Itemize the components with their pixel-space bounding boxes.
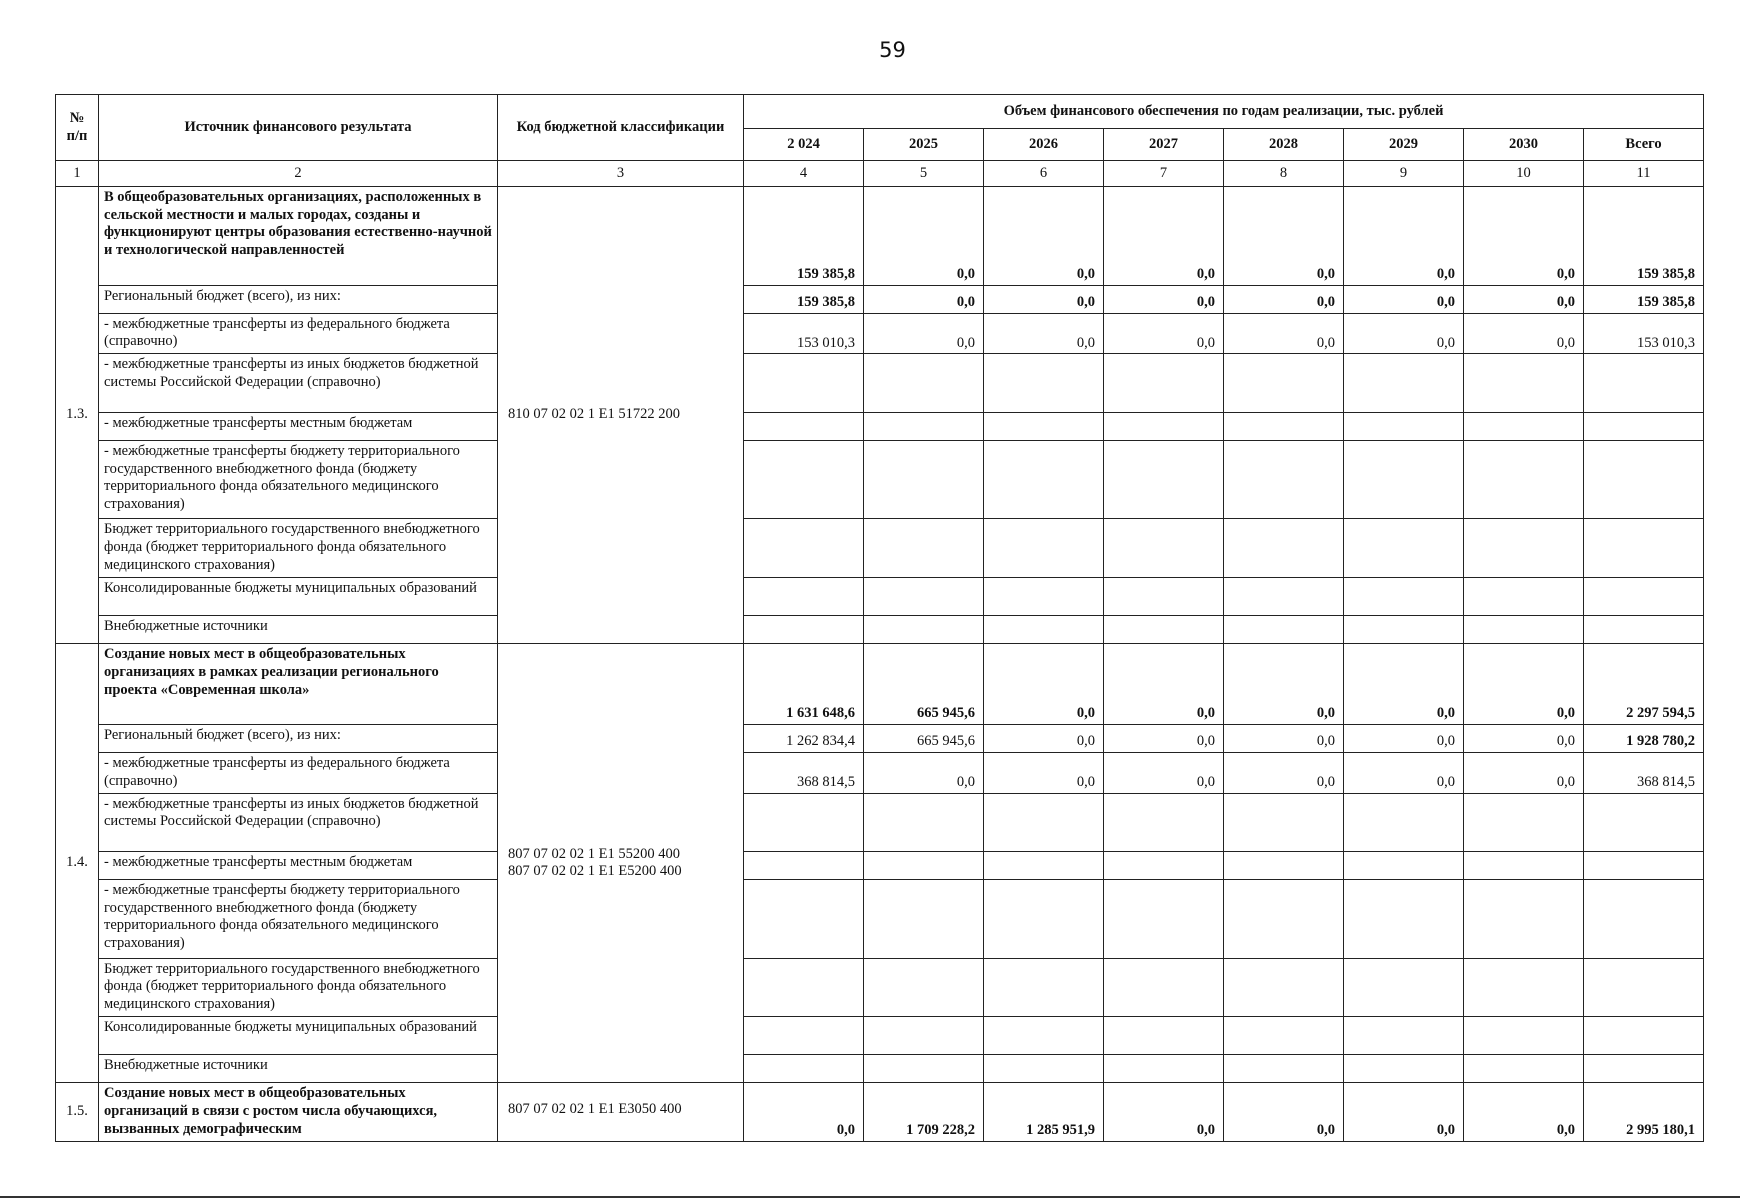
- section-index: 1.4.: [56, 644, 99, 1083]
- year-value-cell: 0,0: [1344, 724, 1464, 752]
- year-value-cell: 0,0: [1344, 187, 1464, 286]
- year-value-cell: 0,0: [1344, 285, 1464, 313]
- year-value-cell: [1224, 1055, 1344, 1083]
- year-value-cell: [1344, 577, 1464, 615]
- year-value-cell: [1344, 851, 1464, 879]
- year-value-cell: [1104, 851, 1224, 879]
- year-value-cell: [744, 958, 864, 1016]
- header-year: 2025: [864, 129, 984, 161]
- column-number: 2: [99, 161, 498, 187]
- year-value-cell: [1464, 793, 1584, 851]
- row-label: - межбюджетные трансферты из иных бюджетов бюджетной системы Российской Федерации (справочно): [99, 793, 498, 851]
- year-value-cell: [744, 793, 864, 851]
- year-value-cell: [744, 577, 864, 615]
- year-value-cell: [984, 1055, 1104, 1083]
- header-year: 2028: [1224, 129, 1344, 161]
- column-number: 4: [744, 161, 864, 187]
- table-row: [56, 412, 1704, 440]
- total-value-cell: [1584, 440, 1704, 518]
- year-value-cell: 0,0: [744, 1083, 864, 1142]
- year-value-cell: 0,0: [1464, 1083, 1584, 1142]
- year-value-cell: [864, 958, 984, 1016]
- year-value-cell: [864, 1055, 984, 1083]
- year-value-cell: [744, 440, 864, 518]
- budget-code: 807 07 02 02 1 E1 E3050 400: [498, 1083, 744, 1142]
- year-value-cell: 0,0: [1104, 285, 1224, 313]
- year-value-cell: [1344, 440, 1464, 518]
- year-value-cell: 0,0: [1224, 313, 1344, 354]
- year-value-cell: [1224, 958, 1344, 1016]
- year-value-cell: 1 285 951,9: [984, 1083, 1104, 1142]
- row-label: - межбюджетные трансферты из иных бюджетов бюджетной системы Российской Федерации (справочно): [99, 354, 498, 412]
- year-value-cell: [984, 519, 1104, 577]
- year-value-cell: 0,0: [984, 285, 1104, 313]
- header-year: 2026: [984, 129, 1104, 161]
- year-value-cell: 0,0: [1464, 644, 1584, 725]
- year-value-cell: 0,0: [1464, 724, 1584, 752]
- year-value-cell: 0,0: [1224, 1083, 1344, 1142]
- table-row: [56, 793, 1704, 851]
- row-label: Региональный бюджет (всего), из них:: [99, 724, 498, 752]
- budget-code: 807 07 02 02 1 E1 55200 400 807 07 02 02 1 E1 E5200 400: [498, 644, 744, 1083]
- year-value-cell: [744, 354, 864, 412]
- header-volume: Объем финансового обеспечения по годам реализации, тыс. рублей: [744, 95, 1704, 129]
- year-value-cell: [1344, 412, 1464, 440]
- year-value-cell: [1104, 577, 1224, 615]
- column-number: 10: [1464, 161, 1584, 187]
- total-value-cell: [1584, 616, 1704, 644]
- total-value-cell: [1584, 793, 1704, 851]
- budget-code: 810 07 02 02 1 E1 51722 200: [498, 187, 744, 644]
- year-value-cell: [1224, 1017, 1344, 1055]
- year-value-cell: [1344, 880, 1464, 958]
- year-value-cell: [984, 851, 1104, 879]
- column-number: 7: [1104, 161, 1224, 187]
- year-value-cell: 0,0: [1224, 187, 1344, 286]
- year-value-cell: [744, 880, 864, 958]
- table-row: [56, 577, 1704, 615]
- total-value-cell: 159 385,8: [1584, 285, 1704, 313]
- year-value-cell: 0,0: [1464, 752, 1584, 793]
- section-index: 1.5.: [56, 1083, 99, 1142]
- row-label: Региональный бюджет (всего), из них:: [99, 285, 498, 313]
- column-number: 5: [864, 161, 984, 187]
- section-index: 1.3.: [56, 187, 99, 644]
- year-value-cell: 1 709 228,2: [864, 1083, 984, 1142]
- table-row: [56, 880, 1704, 958]
- year-value-cell: 0,0: [864, 313, 984, 354]
- year-value-cell: [744, 1055, 864, 1083]
- table-row: [56, 1083, 1704, 1142]
- year-value-cell: [1104, 793, 1224, 851]
- column-number: 1: [56, 161, 99, 187]
- year-value-cell: [984, 616, 1104, 644]
- table-row: [56, 313, 1704, 354]
- row-label: Создание новых мест в общеобразовательных организациях в рамках реализации регионального проекта «Современная школа»: [99, 644, 498, 725]
- row-label: В общеобразовательных организациях, расположенных в сельской местности и малых городах, созданы и функционируют центры образования естественно-научной и технологической направленностей: [99, 187, 498, 286]
- year-value-cell: 0,0: [1464, 187, 1584, 286]
- year-value-cell: [744, 616, 864, 644]
- year-value-cell: 0,0: [1224, 644, 1344, 725]
- year-value-cell: [744, 851, 864, 879]
- table-row: [56, 958, 1704, 1016]
- year-value-cell: [984, 354, 1104, 412]
- year-value-cell: 0,0: [864, 752, 984, 793]
- year-value-cell: 153 010,3: [744, 313, 864, 354]
- total-value-cell: [1584, 851, 1704, 879]
- year-value-cell: [1104, 519, 1224, 577]
- year-value-cell: [744, 519, 864, 577]
- year-value-cell: [1104, 880, 1224, 958]
- year-value-cell: [1464, 958, 1584, 1016]
- year-value-cell: 0,0: [1104, 313, 1224, 354]
- year-value-cell: [744, 412, 864, 440]
- year-value-cell: [864, 793, 984, 851]
- table-row: [56, 354, 1704, 412]
- year-value-cell: 0,0: [984, 644, 1104, 725]
- table-row: [56, 519, 1704, 577]
- total-value-cell: 368 814,5: [1584, 752, 1704, 793]
- table-row: [56, 616, 1704, 644]
- year-value-cell: [1344, 793, 1464, 851]
- year-value-cell: 0,0: [1224, 724, 1344, 752]
- year-value-cell: [864, 1017, 984, 1055]
- year-value-cell: 0,0: [1224, 285, 1344, 313]
- row-label: Внебюджетные источники: [99, 616, 498, 644]
- header-source: Источник финансового результата: [99, 95, 498, 161]
- year-value-cell: 0,0: [1464, 313, 1584, 354]
- year-value-cell: [864, 440, 984, 518]
- total-value-cell: [1584, 1055, 1704, 1083]
- total-value-cell: [1584, 577, 1704, 615]
- year-value-cell: [1344, 958, 1464, 1016]
- header-year: 2027: [1104, 129, 1224, 161]
- column-number: 3: [498, 161, 744, 187]
- total-value-cell: [1584, 412, 1704, 440]
- header-total: Всего: [1584, 129, 1704, 161]
- header-year: 2029: [1344, 129, 1464, 161]
- year-value-cell: 159 385,8: [744, 285, 864, 313]
- row-label: - межбюджетные трансферты из федерального бюджета (справочно): [99, 313, 498, 354]
- year-value-cell: [864, 519, 984, 577]
- year-value-cell: 1 262 834,4: [744, 724, 864, 752]
- year-value-cell: [1104, 354, 1224, 412]
- year-value-cell: [1224, 412, 1344, 440]
- row-label: Бюджет территориального государственного внебюджетного фонда (бюджет территориального фонда обязательного медицинского страхования): [99, 958, 498, 1016]
- year-value-cell: [1464, 412, 1584, 440]
- header-num: № п/п: [56, 95, 99, 161]
- total-value-cell: 2 297 594,5: [1584, 644, 1704, 725]
- column-number: 9: [1344, 161, 1464, 187]
- year-value-cell: 665 945,6: [864, 724, 984, 752]
- table-row: [56, 187, 1704, 286]
- year-value-cell: [1344, 354, 1464, 412]
- total-value-cell: [1584, 880, 1704, 958]
- year-value-cell: 0,0: [864, 187, 984, 286]
- year-value-cell: [1344, 1055, 1464, 1083]
- year-value-cell: [984, 577, 1104, 615]
- header-year: 2 024: [744, 129, 864, 161]
- year-value-cell: [744, 1017, 864, 1055]
- year-value-cell: 0,0: [984, 724, 1104, 752]
- year-value-cell: [984, 958, 1104, 1016]
- year-value-cell: 0,0: [1344, 1083, 1464, 1142]
- year-value-cell: [1224, 519, 1344, 577]
- year-value-cell: 0,0: [864, 285, 984, 313]
- year-value-cell: [1464, 1017, 1584, 1055]
- year-value-cell: [1464, 851, 1584, 879]
- year-value-cell: [864, 880, 984, 958]
- year-value-cell: [864, 851, 984, 879]
- year-value-cell: [1224, 851, 1344, 879]
- row-label: Бюджет территориального государственного внебюджетного фонда (бюджет территориального фонда обязательного медицинского страхования): [99, 519, 498, 577]
- year-value-cell: 0,0: [1464, 285, 1584, 313]
- year-value-cell: [1224, 616, 1344, 644]
- total-value-cell: [1584, 519, 1704, 577]
- year-value-cell: [1464, 440, 1584, 518]
- table-row: [56, 440, 1704, 518]
- year-value-cell: 0,0: [1104, 1083, 1224, 1142]
- year-value-cell: [984, 412, 1104, 440]
- budget-table: [55, 94, 1704, 1142]
- year-value-cell: [1104, 1017, 1224, 1055]
- table-row: [56, 851, 1704, 879]
- year-value-cell: [864, 577, 984, 615]
- total-value-cell: 159 385,8: [1584, 187, 1704, 286]
- year-value-cell: 0,0: [984, 752, 1104, 793]
- header-year: 2030: [1464, 129, 1584, 161]
- table-row: [56, 285, 1704, 313]
- table-body: [56, 187, 1704, 1142]
- year-value-cell: [1104, 958, 1224, 1016]
- year-value-cell: [1464, 577, 1584, 615]
- year-value-cell: [1464, 616, 1584, 644]
- year-value-cell: [1104, 616, 1224, 644]
- table-row: [56, 644, 1704, 725]
- year-value-cell: [1344, 1017, 1464, 1055]
- total-value-cell: [1584, 354, 1704, 412]
- row-label: - межбюджетные трансферты местным бюджетам: [99, 412, 498, 440]
- row-label: - межбюджетные трансферты из федерального бюджета (справочно): [99, 752, 498, 793]
- year-value-cell: [1464, 1055, 1584, 1083]
- year-value-cell: 0,0: [1344, 644, 1464, 725]
- year-value-cell: 0,0: [984, 313, 1104, 354]
- total-value-cell: 2 995 180,1: [1584, 1083, 1704, 1142]
- year-value-cell: 0,0: [1104, 187, 1224, 286]
- year-value-cell: [1344, 519, 1464, 577]
- year-value-cell: 0,0: [1224, 752, 1344, 793]
- header-code: Код бюджетной классификации: [498, 95, 744, 161]
- year-value-cell: 0,0: [1344, 752, 1464, 793]
- row-label: Внебюджетные источники: [99, 1055, 498, 1083]
- column-number: 11: [1584, 161, 1704, 187]
- row-label: Консолидированные бюджеты муниципальных образований: [99, 577, 498, 615]
- year-value-cell: 0,0: [1104, 724, 1224, 752]
- year-value-cell: 159 385,8: [744, 187, 864, 286]
- row-label: - межбюджетные трансферты бюджету территориального государственного внебюджетного фонда (бюджету территориального фонда обязательного медицинского страхования): [99, 440, 498, 518]
- year-value-cell: [1104, 412, 1224, 440]
- year-value-cell: [984, 440, 1104, 518]
- total-value-cell: [1584, 1017, 1704, 1055]
- year-value-cell: 1 631 648,6: [744, 644, 864, 725]
- year-value-cell: [1464, 354, 1584, 412]
- year-value-cell: [1344, 616, 1464, 644]
- year-value-cell: [984, 880, 1104, 958]
- year-value-cell: [864, 616, 984, 644]
- total-value-cell: [1584, 958, 1704, 1016]
- year-value-cell: [984, 793, 1104, 851]
- year-value-cell: [1104, 1055, 1224, 1083]
- year-value-cell: [1464, 880, 1584, 958]
- row-label: Создание новых мест в общеобразовательных организаций в связи с ростом числа обучающихся, вызванных демографическим: [99, 1083, 498, 1142]
- year-value-cell: [1464, 519, 1584, 577]
- total-value-cell: 153 010,3: [1584, 313, 1704, 354]
- year-value-cell: [1104, 440, 1224, 518]
- row-label: - межбюджетные трансферты бюджету территориального государственного внебюджетного фонда (бюджету территориального фонда обязательного медицинского страхования): [99, 880, 498, 958]
- year-value-cell: [864, 412, 984, 440]
- year-value-cell: [1224, 440, 1344, 518]
- total-value-cell: 1 928 780,2: [1584, 724, 1704, 752]
- bottom-rule: [0, 1196, 1740, 1198]
- year-value-cell: 0,0: [984, 187, 1104, 286]
- table-row: [56, 1055, 1704, 1083]
- year-value-cell: 368 814,5: [744, 752, 864, 793]
- header-row-1: [56, 95, 1704, 129]
- page-number: 59: [879, 38, 906, 62]
- row-label: Консолидированные бюджеты муниципальных образований: [99, 1017, 498, 1055]
- year-value-cell: 0,0: [1104, 644, 1224, 725]
- table-row: [56, 1017, 1704, 1055]
- year-value-cell: [1224, 793, 1344, 851]
- column-number: 6: [984, 161, 1104, 187]
- table-row: [56, 724, 1704, 752]
- year-value-cell: [1224, 354, 1344, 412]
- year-value-cell: 665 945,6: [864, 644, 984, 725]
- year-value-cell: 0,0: [1344, 313, 1464, 354]
- row-label: - межбюджетные трансферты местным бюджетам: [99, 851, 498, 879]
- column-number: 8: [1224, 161, 1344, 187]
- year-value-cell: [1224, 577, 1344, 615]
- year-value-cell: [984, 1017, 1104, 1055]
- year-value-cell: [864, 354, 984, 412]
- year-value-cell: [1224, 880, 1344, 958]
- table-row: [56, 752, 1704, 793]
- column-number-row: [56, 161, 1704, 187]
- year-value-cell: 0,0: [1104, 752, 1224, 793]
